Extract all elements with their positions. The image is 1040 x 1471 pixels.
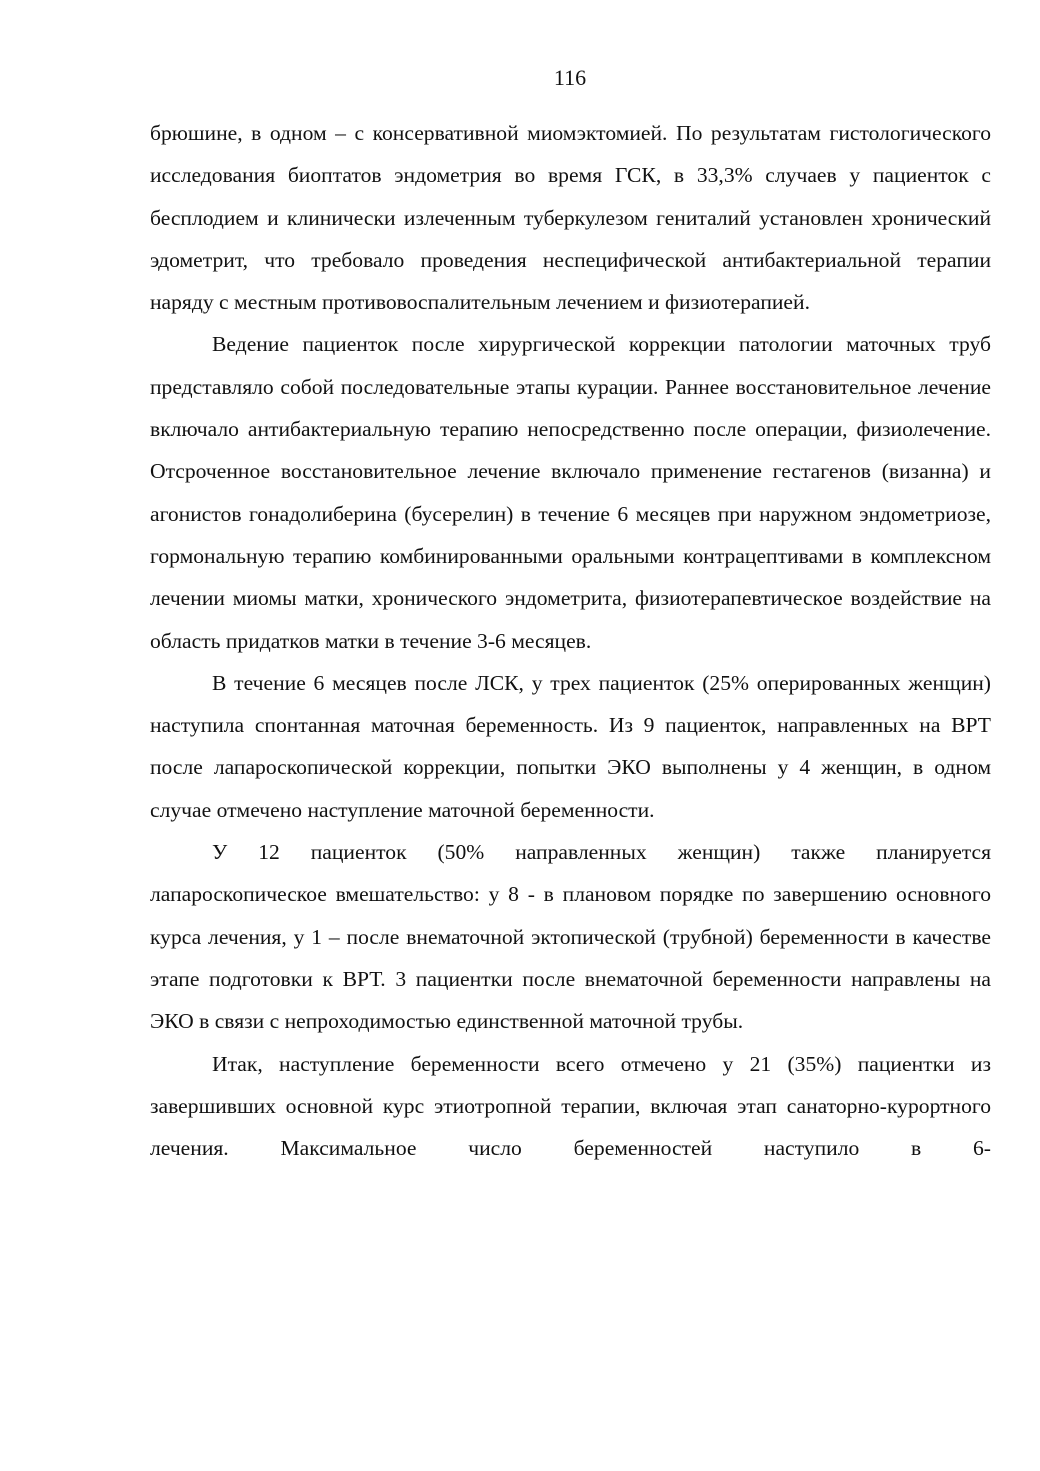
paragraph-summary: Итак, наступление беременности всего отмечено у 21 (35%) пациентки из завершивших основной курс этиотропной терапии, включая этап санаторно-курортного лечения. Максимальное число беременностей наступило в 6-	[150, 1051, 991, 1161]
body-text	[150, 112, 991, 1169]
paragraph-planned-laparoscopy: У 12 пациенток (50% направленных женщин) также планируется лапароскопическое вмешательство: у 8 - в плановом порядке по завершению основного курса лечения, у 1 – после внематочной эктопической (трубной) беременности в качестве этапе подготовки к ВРТ. 3 пациентки после внематочной беременности направлены на ЭКО в связи с непроходимостью единственной маточной трубы.	[150, 840, 991, 1034]
page-number: 116	[553, 65, 587, 90]
paragraph-postoperative-management: Ведение пациенток после хирургической коррекции патологии маточных труб представляло собой последовательные этапы курации. Раннее восстановительное лечение включало антибактериальную терапию непосредственно после операции, физиолечение. Отсроченное восстановительное лечение включало применение гестагенов (визанна) и агонистов гонадолиберина (бусерелин) в течение 6 месяцев при наружном эндометриозе, гормональную терапию комбинированными оральными контрацептивами в комплексном лечении миомы матки, хронического эндометрита, физиотерапевтическое воздействие на область придатков матки в течение 3-6 месяцев.	[150, 332, 991, 653]
paragraph-pregnancy-after-lsk: В течение 6 месяцев после ЛСК, у трех пациенток (25% оперированных женщин) наступила спонтанная маточная беременность. Из 9 пациенток, направленных на ВРТ после лапароскопической коррекции, попытки ЭКО выполнены у 4 женщин, в одном случае отмечено наступление маточной беременности.	[150, 670, 991, 822]
paragraph-continued: брюшине, в одном – с консервативной миомэктомией. По результатам гистологического исследования биоптатов эндометрия во время ГСК, в 33,3% случаев у пациенток с бесплодием и клинически излеченным туберкулезом гениталий установлен хронический эдометрит, что требовало проведения неспецифической антибактериальной терапии наряду с местным противовоспалительным лечением и физиотерапией.	[150, 121, 991, 315]
